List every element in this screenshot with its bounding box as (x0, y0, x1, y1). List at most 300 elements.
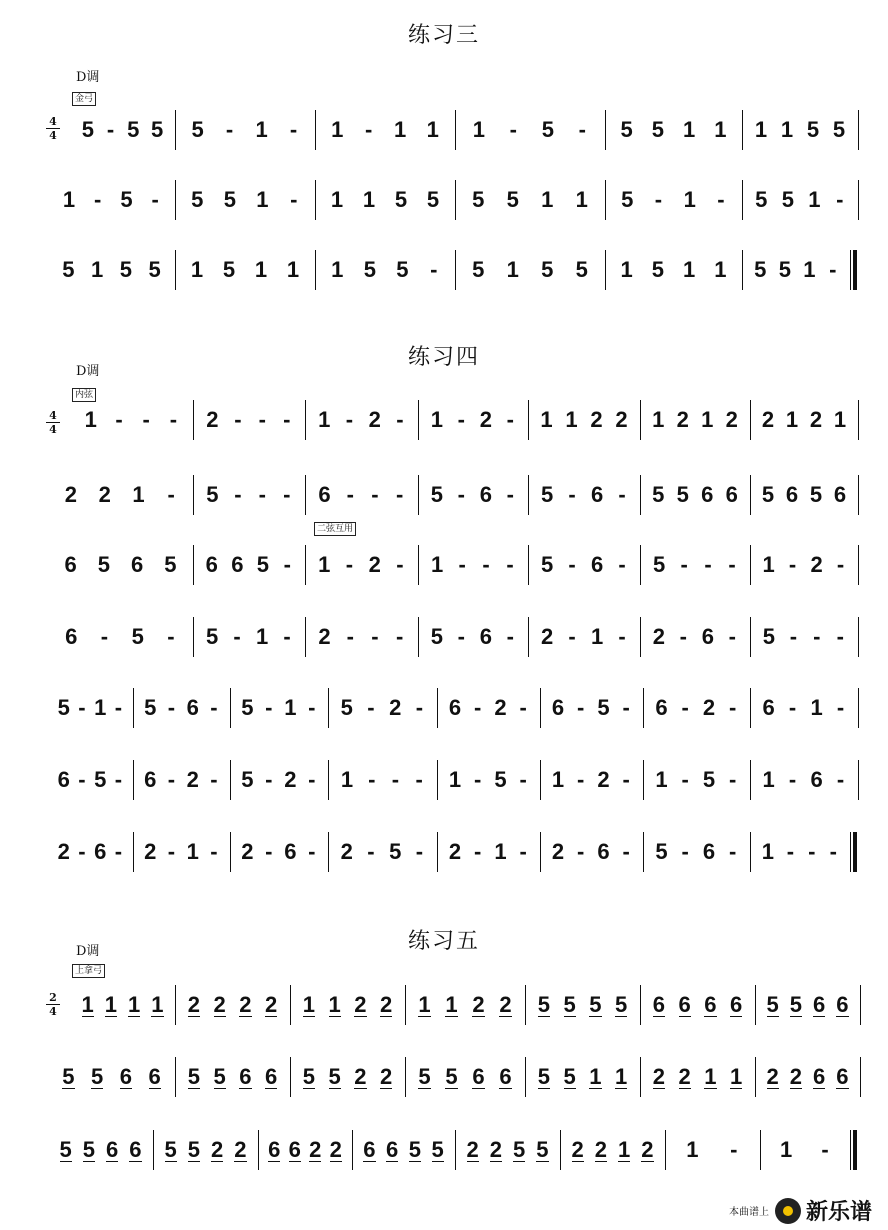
measure (756, 400, 852, 440)
note: - (836, 767, 845, 792)
note: 5 (575, 257, 588, 282)
note: 2 (368, 407, 381, 432)
note: 5 (127, 117, 140, 142)
measure (461, 110, 599, 150)
note: 2 (329, 1136, 342, 1162)
barline (643, 760, 644, 800)
measure (646, 617, 744, 657)
note: 5 (363, 257, 376, 282)
note: - (371, 624, 379, 649)
barline (640, 985, 641, 1025)
measure (461, 180, 599, 220)
note: 1 (565, 407, 578, 432)
note: - (167, 839, 176, 864)
note: 2 (389, 695, 402, 720)
measure (546, 688, 637, 728)
note: 6 (810, 767, 823, 792)
note: 5 (832, 117, 846, 142)
note: 1 (779, 1137, 793, 1162)
barline (665, 1130, 666, 1170)
barline (525, 985, 526, 1025)
note: 2 (590, 407, 603, 432)
note: 1 (762, 552, 775, 577)
note: 5 (513, 1136, 526, 1162)
barline (858, 760, 859, 800)
barline (437, 832, 438, 872)
barline (750, 688, 751, 728)
barline (750, 400, 751, 440)
measure (534, 545, 634, 585)
barline (750, 545, 751, 585)
note: 1 (620, 257, 633, 282)
measure (411, 1057, 519, 1097)
measure (424, 545, 522, 585)
note: 2 (597, 767, 610, 792)
barline (290, 1057, 291, 1097)
note: 1 (701, 407, 714, 432)
barline (760, 1130, 761, 1170)
watermark-text: 本曲谱上 (728, 1207, 769, 1218)
note: 1 (330, 187, 344, 212)
barline (858, 400, 859, 440)
barline (455, 250, 456, 290)
note: 1 (84, 407, 97, 432)
note: 2 (284, 767, 297, 792)
note: - (457, 482, 465, 507)
note: - (415, 767, 423, 792)
note: 6 (129, 1136, 142, 1162)
measure (649, 832, 744, 872)
note: 2 (725, 407, 738, 432)
barline (352, 1130, 353, 1170)
note: 6 (65, 624, 78, 649)
note: 1 (615, 1063, 628, 1089)
note: 5 (187, 1063, 200, 1089)
note: 6 (363, 1136, 376, 1162)
watermark (729, 1195, 872, 1226)
note: - (308, 767, 316, 792)
note: - (618, 624, 626, 649)
barline (643, 688, 644, 728)
note: 2 (380, 991, 393, 1017)
note: 5 (761, 482, 775, 507)
note: 1 (652, 407, 665, 432)
score-row (0, 110, 888, 150)
note: - (142, 407, 150, 432)
note: 5 (91, 1063, 104, 1089)
note: 1 (810, 695, 823, 720)
note: 6 (288, 1136, 301, 1162)
note: - (368, 767, 376, 792)
note: 5 (652, 552, 666, 577)
barline (418, 545, 419, 585)
note: 5 (222, 257, 236, 282)
barline (455, 110, 456, 150)
measure (748, 250, 844, 290)
note: 2 (64, 482, 78, 507)
note: 1 (761, 839, 774, 864)
measure (54, 180, 169, 220)
barline (858, 180, 859, 220)
barline (133, 688, 134, 728)
note: 1 (254, 257, 268, 282)
note: - (680, 552, 688, 577)
note: 6 (701, 624, 714, 649)
note: - (730, 1137, 738, 1162)
note: 5 (150, 117, 164, 142)
score-row (0, 617, 888, 657)
measure (748, 180, 852, 220)
note: - (265, 839, 273, 864)
barline (560, 1130, 561, 1170)
note: 5 (144, 695, 157, 720)
note: 1 (94, 695, 107, 720)
note: 1 (418, 991, 431, 1017)
note: 5 (494, 767, 507, 792)
note: 1 (803, 257, 816, 282)
note: - (114, 839, 123, 864)
note: 2 (186, 767, 199, 792)
barline (153, 1130, 154, 1170)
barline (193, 475, 194, 515)
note: - (396, 407, 404, 432)
note: 5 (809, 482, 823, 507)
note: 2 (309, 1136, 322, 1162)
barline (742, 110, 743, 150)
note: - (506, 552, 514, 577)
note: 2 (448, 839, 462, 864)
note: 6 (479, 482, 492, 507)
barline (750, 832, 751, 872)
note: 1 (328, 991, 341, 1017)
note: 2 (187, 991, 200, 1017)
note: - (169, 407, 178, 432)
barline (528, 545, 529, 585)
barline (258, 1130, 259, 1170)
note: 1 (132, 482, 145, 507)
measure (646, 985, 749, 1025)
final-barline (850, 832, 857, 872)
note: - (729, 695, 737, 720)
note: - (788, 695, 797, 720)
note: 5 (430, 482, 443, 507)
barline (528, 617, 529, 657)
note: 1 (186, 839, 199, 864)
note: 2 (809, 407, 823, 432)
note: 5 (445, 1063, 458, 1089)
note: 1 (318, 407, 331, 432)
note: - (679, 624, 687, 649)
barline (418, 475, 419, 515)
note: - (474, 767, 482, 792)
time-denominator: 4 (49, 129, 57, 142)
note: 1 (331, 117, 344, 142)
note: 2 (499, 991, 512, 1017)
note: - (167, 767, 176, 792)
barline (742, 250, 743, 290)
note: 6 (284, 839, 297, 864)
barline (525, 1057, 526, 1097)
note: 5 (82, 1136, 95, 1162)
note: 5 (472, 257, 485, 282)
note: 2 (239, 991, 252, 1017)
note: 1 (128, 991, 141, 1017)
measure (139, 688, 224, 728)
note: - (258, 482, 266, 507)
barline (305, 617, 306, 657)
note: 1 (541, 187, 554, 212)
section-title: 练习五 (407, 929, 480, 954)
note: 2 (494, 695, 507, 720)
note: - (365, 117, 373, 142)
note: 5 (563, 991, 576, 1017)
note: - (233, 624, 241, 649)
note: 1 (704, 1063, 717, 1089)
note: - (568, 552, 576, 577)
note: 2 (318, 624, 331, 649)
barline (860, 1057, 861, 1097)
note: 2 (479, 407, 492, 432)
note: - (289, 117, 298, 142)
measure (139, 832, 224, 872)
barline (750, 617, 751, 657)
note: - (813, 624, 821, 649)
note: 2 (489, 1136, 502, 1162)
note: - (729, 767, 737, 792)
barline (640, 400, 641, 440)
barline (230, 760, 231, 800)
note: - (167, 482, 175, 507)
note: 1 (683, 187, 696, 212)
barline (455, 1130, 456, 1170)
note: 5 (119, 257, 132, 282)
note: 2 (213, 991, 226, 1017)
note: 1 (494, 839, 507, 864)
note: 6 (186, 695, 199, 720)
measure (766, 1130, 844, 1170)
barline (315, 180, 316, 220)
measure (181, 250, 309, 290)
barline (860, 985, 861, 1025)
note: 6 (702, 839, 716, 864)
barline (858, 545, 859, 585)
note: 2 (380, 1063, 393, 1089)
note: 5 (766, 991, 779, 1017)
barline (742, 180, 743, 220)
note: 2 (789, 1063, 802, 1089)
note: - (106, 117, 115, 142)
note: 6 (813, 991, 826, 1017)
note: 1 (551, 767, 565, 792)
barline (305, 475, 306, 515)
measure (443, 688, 534, 728)
measure (534, 400, 634, 440)
note: 1 (256, 187, 269, 212)
barline (437, 688, 438, 728)
note: 5 (328, 1063, 341, 1089)
barline (605, 110, 606, 150)
note: - (788, 552, 797, 577)
note: 6 (265, 1063, 278, 1089)
barline (328, 688, 329, 728)
note: 5 (589, 991, 602, 1017)
note: - (704, 552, 712, 577)
note: 5 (213, 1063, 226, 1089)
note: 5 (62, 257, 75, 282)
note: - (283, 407, 291, 432)
score-row (0, 832, 888, 872)
note: 1 (714, 117, 727, 142)
note: 5 (302, 1063, 315, 1089)
score-row (0, 400, 888, 440)
note: 6 (590, 552, 604, 577)
barline (858, 617, 859, 657)
note: 5 (131, 624, 144, 649)
note: 6 (762, 695, 775, 720)
note: - (308, 695, 316, 720)
note: 5 (755, 187, 768, 212)
note: 1 (683, 257, 696, 282)
barline (540, 832, 541, 872)
note: 5 (394, 187, 408, 212)
note: 2 (466, 1136, 479, 1162)
note: 6 (94, 839, 107, 864)
barline (315, 110, 316, 150)
note: 1 (318, 552, 331, 577)
measure (181, 1057, 284, 1097)
score-row (0, 1057, 888, 1097)
note: 6 (704, 991, 717, 1017)
note: - (395, 624, 404, 649)
note: 5 (472, 187, 485, 212)
note: 6 (499, 1063, 512, 1089)
note: 2 (98, 482, 111, 507)
note: 5 (340, 695, 353, 720)
note: 2 (676, 407, 689, 432)
measure (761, 985, 854, 1025)
note: - (78, 839, 86, 864)
measure (748, 110, 852, 150)
measure (199, 475, 299, 515)
barline (315, 250, 316, 290)
note: - (78, 767, 86, 792)
measure (54, 760, 127, 800)
time-denominator: 4 (49, 1005, 57, 1018)
measure (649, 760, 744, 800)
barline (640, 617, 641, 657)
note: 5 (206, 482, 219, 507)
barline (755, 985, 756, 1025)
measure (611, 180, 736, 220)
barline (528, 400, 529, 440)
note: 5 (57, 695, 70, 720)
measure (531, 1057, 634, 1097)
note: 1 (506, 257, 519, 282)
note: - (308, 839, 316, 864)
measure (424, 400, 522, 440)
note: 1 (833, 407, 847, 432)
note: - (717, 187, 725, 212)
score-row (0, 688, 888, 728)
note: 5 (541, 117, 554, 142)
note: 5 (94, 767, 107, 792)
barline (175, 1057, 176, 1097)
note: 2 (615, 407, 628, 432)
note: - (457, 407, 465, 432)
note: 1 (808, 187, 821, 212)
barline (405, 985, 406, 1025)
barline (750, 760, 751, 800)
note: - (415, 839, 424, 864)
note: 6 (833, 482, 847, 507)
note: 6 (318, 482, 331, 507)
note: 5 (540, 482, 554, 507)
note: 5 (396, 257, 409, 282)
barline (643, 832, 644, 872)
note: 1 (284, 695, 297, 720)
note: - (681, 767, 689, 792)
barline (193, 400, 194, 440)
note: 2 (472, 991, 485, 1017)
string-tag: 二弦互用 (314, 522, 356, 536)
measure (181, 110, 309, 150)
barline (328, 832, 329, 872)
measure (54, 1057, 169, 1097)
measure (236, 760, 322, 800)
note: - (474, 839, 482, 864)
measure (531, 985, 634, 1025)
note: 1 (730, 1063, 743, 1089)
measure (611, 250, 736, 290)
note: - (729, 839, 737, 864)
time-numerator: 4 (49, 409, 57, 422)
note: - (114, 767, 123, 792)
score-row (0, 1130, 888, 1170)
barline (230, 688, 231, 728)
measure (264, 1130, 346, 1170)
note: 1 (780, 117, 794, 142)
note: - (210, 767, 218, 792)
measure (424, 617, 522, 657)
note: 1 (430, 552, 444, 577)
note: 6 (144, 767, 157, 792)
note: 5 (223, 187, 236, 212)
watermark-brand: 新乐谱 (805, 1200, 872, 1225)
barline (755, 1057, 756, 1097)
note: 2 (540, 624, 554, 649)
measure (534, 617, 634, 657)
note: 6 (479, 624, 492, 649)
barline (528, 475, 529, 515)
score-row (0, 475, 888, 515)
measure (534, 475, 634, 515)
note: 5 (241, 695, 254, 720)
note: 6 (239, 1063, 252, 1089)
note: - (578, 117, 586, 142)
measure (334, 760, 431, 800)
note: 6 (597, 839, 610, 864)
note: 5 (408, 1136, 421, 1162)
measure (649, 688, 744, 728)
note: 5 (620, 117, 633, 142)
note: - (430, 257, 438, 282)
note: - (265, 695, 273, 720)
score-row (0, 760, 888, 800)
note: - (509, 117, 517, 142)
note: 2 (234, 1136, 247, 1162)
note: 5 (702, 767, 716, 792)
note: - (681, 695, 689, 720)
